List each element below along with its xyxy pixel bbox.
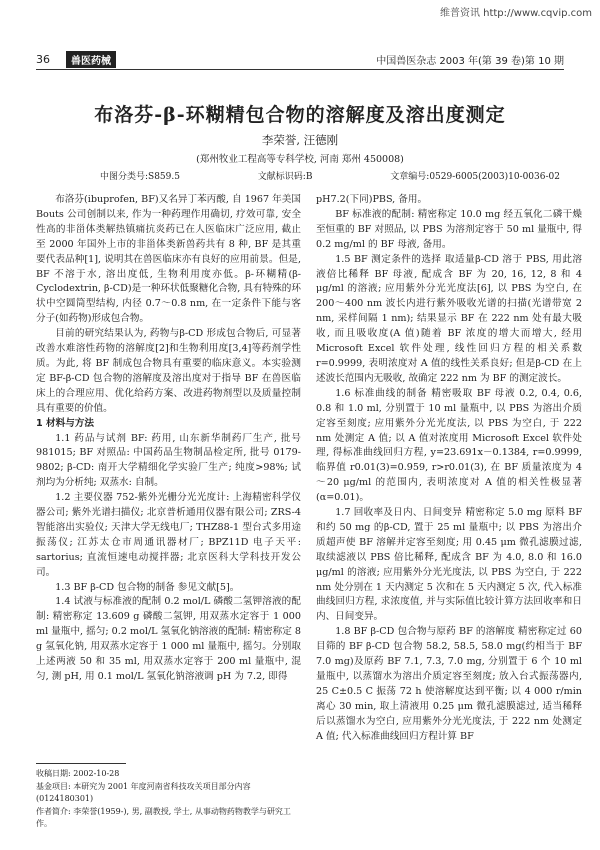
paragraph: 1.7 回收率及日内、日间变异 精密称定 5.0 mg 原料 BF 和约 50 mg 的β-CD, 置于 25 ml 量瓶中; 以 PBS 为溶出介质超声使 BF 溶解并定容至刻度; 用 0.45 μm 微孔滤膜过滤, 取续滤液以 PBS 倍比稀释, 配成含 BF 为 4.0, 8.0 和 16.0 μg/ml 的溶液; 应用紫外分光光度法, 以 PBS 为空白, 于 222 nm 处分别在 1 天内测定 5 次和在 5 天内测定 5 次, 代入标准曲线回归方程, 求浓度值, 并与实际值比较计算方法回收率和日内、日间变异。 [316,507,582,623]
classification-line [100,169,560,182]
clc-number: 中图分类号:S859.5 [100,172,180,182]
paragraph: BF 标准液的配制: 精密称定 10.0 mg 经五氧化二磷干燥至恒重的 BF 对照品, 以 PBS 为溶剂定容于 50 ml 量瓶中, 得 0.2 mg/ml 的 BF 母液, 备用。 [316,208,582,250]
left-column [36,193,301,685]
footnote: 收稿日期: 2002-10-28 [36,769,120,778]
journal-info: 中国兽医杂志 2003 年(第 39 卷)第 10 期 [376,56,564,67]
paragraph: 1.8 BF β-CD 包合物与原药 BF 的溶解度 精密称定过 60 目筛的 BF β-CD 包合物 58.2, 58.5, 58.0 mg(约相当于 BF 7.0 mg)及原药 BF 7.1, 7.3, 7.0 mg, 分别置于 6 个 10 ml 量瓶中, 以蒸馏水为溶出介质定容至刻度; 放入台式振荡器内, 25 C±0.5 C 振荡 72 h 使溶解度达到平衡; 以 4 000 r/min 离心 30 min, 取上清液用 0.25 μm 微孔滤膜滤过, 适当稀释后以蒸馏水为空白, 应用紫外分光光度法, 于 222 nm 处测定 A 值; 代入标准曲线回归方程计算 BF [316,626,582,742]
paragraph: pH7.2(下同)PBS, 备用。 [316,194,428,205]
paragraph: 布洛芬(ibuprofen, BF)又名异丁苯丙酸, 自 1967 年美国 Bouts 公司创制以来, 作为一种药理作用确切, 疗效可靠, 安全性高的非甾体类解热镇痛抗炎药已在人医临床广泛应用, 截止至 2000 年国外上市的非甾体类新兽药共有 8 种, BF 是其重要代表品种[1], 说明其在兽医临床亦有良好的应用前景。但是, BF 不溶于水, 溶出度低, 生物利用度亦低。β-环糊精(β-Cyclodextrin, β-CD)是一种环状低聚糖化合物, 具有特殊的环状中空圆筒型结构, 内径 0.7～0.8 nm, 在一定条件下能与客分子(如药物)形成包合物。 [36,194,301,325]
paragraph: 1.4 试液与标准液的配制 0.2 mol/L 磷酸二氢钾溶液的配制: 精密称定 13.609 g 磷酸二氢钾, 用双蒸水定容于 1 000 ml 量瓶中, 摇匀; 0.2 mol/L 氢氧化钠溶液的配制: 精密称定 8 g 氢氧化钠, 用双蒸水定容于 1 000 ml 量瓶中, 摇匀。分别取上述两液 50 和 35 ml, 用双蒸水定容于 200 ml 量瓶中, 混匀, 测 pH, 用 0.1 mol/L 氢氧化钠溶液调 pH 为 7.2, 即得 [36,596,301,682]
footnote: 作者简介: 李荣誉(1959-), 男, 副教授, 学士, 从事动物药物教学与研究工作。 [36,807,291,828]
section-badge: 兽医药械 [66,51,116,68]
section-heading: 1 材料与方法 [36,417,94,429]
paragraph: 1.3 BF β-CD 包合物的制备 参见文献[5]。 [55,581,240,593]
watermark: 维普资讯 http://www.cqvip.com [439,8,592,19]
footnote-rule [36,763,126,764]
footnotes [36,763,301,831]
paragraph: 1.1 药品与试剂 BF: 药用, 山东新华制药厂生产, 批号 981015; BF 对照品: 中国药品生物制品检定所, 批号 0179-9802; β-CD: 南开大学精细化学实验厂生产; 纯度>98%; 试剂均为分析纯; 双蒸水: 自制。 [36,432,301,489]
page-number: 36 [36,53,50,66]
authors: 李荣誉, 汪德刚 [261,133,339,147]
footnote: 基金项目: 本研究为 2001 年度河南省科技攻关项目部分内容(0124180301) [36,782,251,803]
paragraph: 目前的研究结果认为, 药物与β-CD 形成包合物后, 可显著改善水难溶性药物的溶解度[2]和生物利用度[3,4]等药剂学性质。为此, 将 BF 制成包合物具有重要的临床意义。本实验测定 BF-β-CD 包合物的溶解度及溶出度对于指导 BF 在兽医临床上的合理应用、优化给药方案、改进药物剂型以及质量控制具有重要的价值。 [36,328,301,414]
right-column [316,193,582,745]
document-code: 文献标识码:B [257,172,313,182]
paragraph: 1.2 主要仪器 752-紫外光栅分光光度计: 上海精密科学仪器公司; 紫外光谱扫描仪; 北京普析通用仪器有限公司; ZRS-4 智能溶出实验仪; 天津大学无线电厂; THZ88-1 型台式多用途振荡仪; 江苏太仓市周通讯器材厂; BPZ11D 电子天平: sartorius; 直流恒速电动搅拌器; 北京医科大学科技开发公司。 [36,492,301,578]
paragraph: 1.6 标准曲线的制备 精密吸取 BF 母液 0.2, 0.4, 0.6, 0.8 和 1.0 ml, 分别置于 10 ml 量瓶中, 以 PBS 为溶出介质定容至刻度; 应用紫外分光光度法, 以 PBS 为空白, 于 222 nm 处测定 A 值; 以 A 值对浓度用 Microsoft Excel 软件处理, 得标准曲线回归方程, y=23.691x－0.1384, r=0.9999, 临界值 r0.01(3)=0.959, r>r0.01(3), 在 BF 质量浓度为 4～20 μg/ml 的范围内, 表明浓度对 A 值的相关性极显著(α=0.01)。 [316,387,582,504]
running-header [36,50,564,70]
paragraph: 1.5 BF 测定条件的选择 取适量β-CD 溶于 PBS, 用此溶液倍比稀释 BF 母液, 配成含 BF 为 20, 16, 12, 8 和 4 μg/ml 的溶液; 应用紫外分光光度法[6], 以 PBS 为空白, 在 200～400 nm 波长内进行紫外吸收光谱的扫描(光谱带宽 2 nm, 采样间隔 1 nm); 结果显示 BF 在 222 nm 处有最大吸收, 而且吸收度(A 值)随着 BF 浓度的增大而增大, 经用 Microsoft Excel 软件处理, 线性回归方程的相关系数 r=0.9999, 表明浓度对 A 值的线性关系良好; 但是β-CD 在上述波长范围内无吸收, 故确定 222 nm 为 BF 的测定波长。 [316,253,582,384]
affiliation: (郑州牧业工程高等专科学校, 河南 郑州 450008) [196,154,404,165]
article-number: 文章编号:0529-6005(2003)10-0036-02 [390,172,560,182]
paper-title: 布洛芬-β-环糊精包合物的溶解度及溶出度测定 [94,104,506,126]
